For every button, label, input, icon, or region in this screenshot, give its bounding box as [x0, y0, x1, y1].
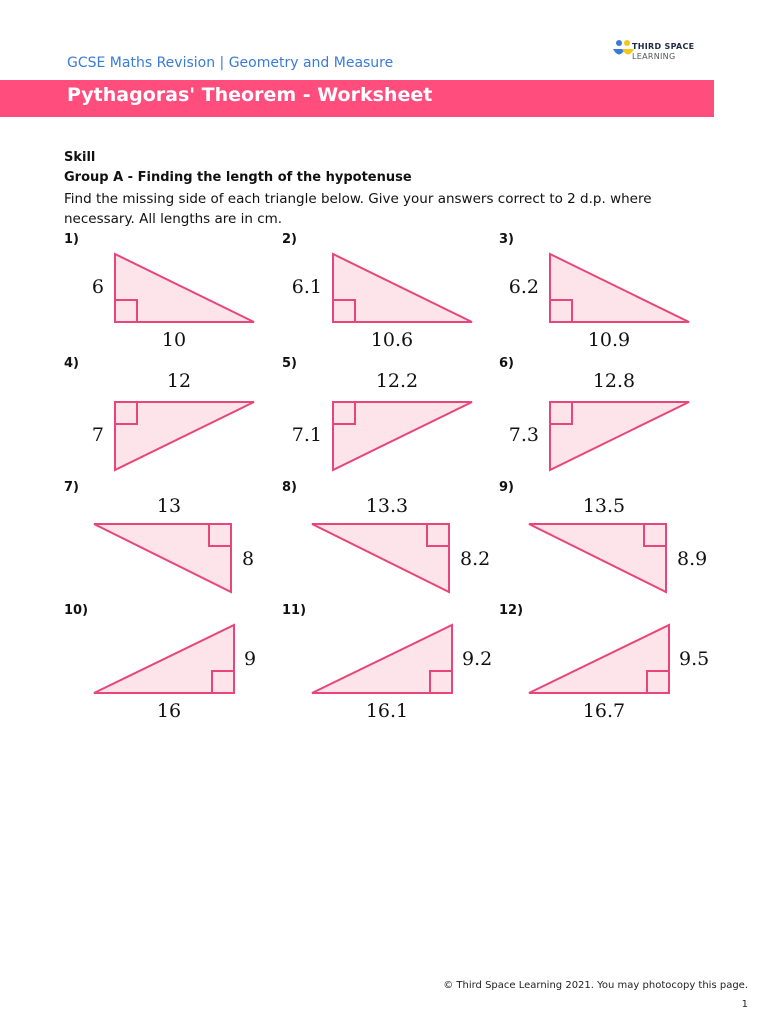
- right-triangle: [64, 232, 274, 732]
- right-angle-marker: [430, 671, 452, 693]
- right-angle-marker: [209, 524, 231, 546]
- vertical-side-label: 6: [91, 276, 104, 298]
- horizontal-side-label: 13.3: [365, 495, 409, 517]
- triangle-shape: [333, 254, 472, 322]
- copyright-notice: © Third Space Learning 2021. You may photocopy this page.: [443, 980, 748, 991]
- triangle-shape: [312, 625, 452, 693]
- question-number: 6): [499, 356, 514, 371]
- logo-line-2: LEARNING: [632, 52, 676, 61]
- horizontal-side-label: 10.6: [370, 329, 414, 351]
- question-number: 2): [282, 232, 297, 247]
- horizontal-side-label: 12: [166, 370, 192, 392]
- breadcrumb: GCSE Maths Revision | Geometry and Measure: [67, 55, 394, 71]
- logo-line-1: THIRD SPACE: [632, 42, 695, 51]
- vertical-side-label: 9.2: [462, 648, 493, 670]
- question-number: 8): [282, 480, 297, 495]
- horizontal-side-label: 12.2: [375, 370, 419, 392]
- triangle-shape: [115, 254, 254, 322]
- right-angle-marker: [115, 300, 137, 322]
- horizontal-side-label: 10: [161, 329, 187, 351]
- triangle-shape: [94, 625, 234, 693]
- question-number: 1): [64, 232, 79, 247]
- question-number: 10): [64, 603, 89, 618]
- instructions: Find the missing side of each triangle below. Give your answers correct to 2 d.p. where necessary. All lengths are in cm.: [64, 191, 652, 227]
- triangle-shape: [550, 254, 689, 322]
- vertical-side-label: 6.2: [508, 276, 539, 298]
- right-angle-marker: [647, 671, 669, 693]
- page-title: Pythagoras' Theorem - Worksheet: [67, 84, 433, 106]
- horizontal-side-label: 16: [156, 700, 182, 722]
- right-triangle: [282, 232, 492, 732]
- triangle-shape: [94, 524, 231, 592]
- right-angle-marker: [550, 402, 572, 424]
- horizontal-side-label: 10.9: [587, 329, 631, 351]
- vertical-side-label: 9.5: [679, 648, 710, 670]
- horizontal-side-label: 13: [156, 495, 182, 517]
- horizontal-side-label: 16.1: [365, 700, 409, 722]
- horizontal-side-label: 16.7: [582, 700, 626, 722]
- triangle-shape: [529, 625, 669, 693]
- triangle-shape: [550, 402, 689, 470]
- right-triangle: [282, 232, 492, 732]
- right-angle-marker: [644, 524, 666, 546]
- page-number: 1: [741, 999, 748, 1010]
- right-triangle: [64, 232, 274, 732]
- horizontal-side-label: 12.8: [592, 370, 636, 392]
- vertical-side-label: 7.3: [508, 424, 539, 446]
- right-angle-marker: [333, 402, 355, 424]
- question-number: 3): [499, 232, 514, 247]
- vertical-side-label: 7: [91, 424, 104, 446]
- vertical-side-label: 9: [244, 648, 257, 670]
- question-number: 12): [499, 603, 524, 618]
- skill-heading: Skill: [64, 150, 96, 165]
- right-triangle: [64, 232, 274, 732]
- right-triangle: [282, 232, 492, 732]
- question-number: 11): [282, 603, 307, 618]
- vertical-side-label: 7.1: [291, 424, 322, 446]
- horizontal-side-label: 13.5: [582, 495, 626, 517]
- question-number: 9): [499, 480, 514, 495]
- triangle-shape: [115, 402, 254, 470]
- right-angle-marker: [427, 524, 449, 546]
- vertical-side-label: 6.1: [291, 276, 322, 298]
- right-triangle: [282, 232, 492, 732]
- question-number: 5): [282, 356, 297, 371]
- question-number: 7): [64, 480, 79, 495]
- vertical-side-label: 8.9: [677, 548, 708, 570]
- right-angle-marker: [550, 300, 572, 322]
- vertical-side-label: 8: [242, 548, 255, 570]
- right-angle-marker: [333, 300, 355, 322]
- logo-wordmark: [632, 42, 694, 62]
- right-triangle: [499, 232, 709, 732]
- question-number: 4): [64, 356, 79, 371]
- right-triangle: [499, 232, 709, 732]
- right-triangle: [64, 232, 274, 732]
- right-triangle: [499, 232, 709, 732]
- triangle-shape: [529, 524, 666, 592]
- group-heading: Group A - Finding the length of the hypotenuse: [64, 170, 412, 185]
- right-triangle: [499, 232, 709, 732]
- right-angle-marker: [212, 671, 234, 693]
- triangle-shape: [333, 402, 472, 470]
- right-angle-marker: [115, 402, 137, 424]
- triangle-shape: [312, 524, 449, 592]
- vertical-side-label: 8.2: [460, 548, 491, 570]
